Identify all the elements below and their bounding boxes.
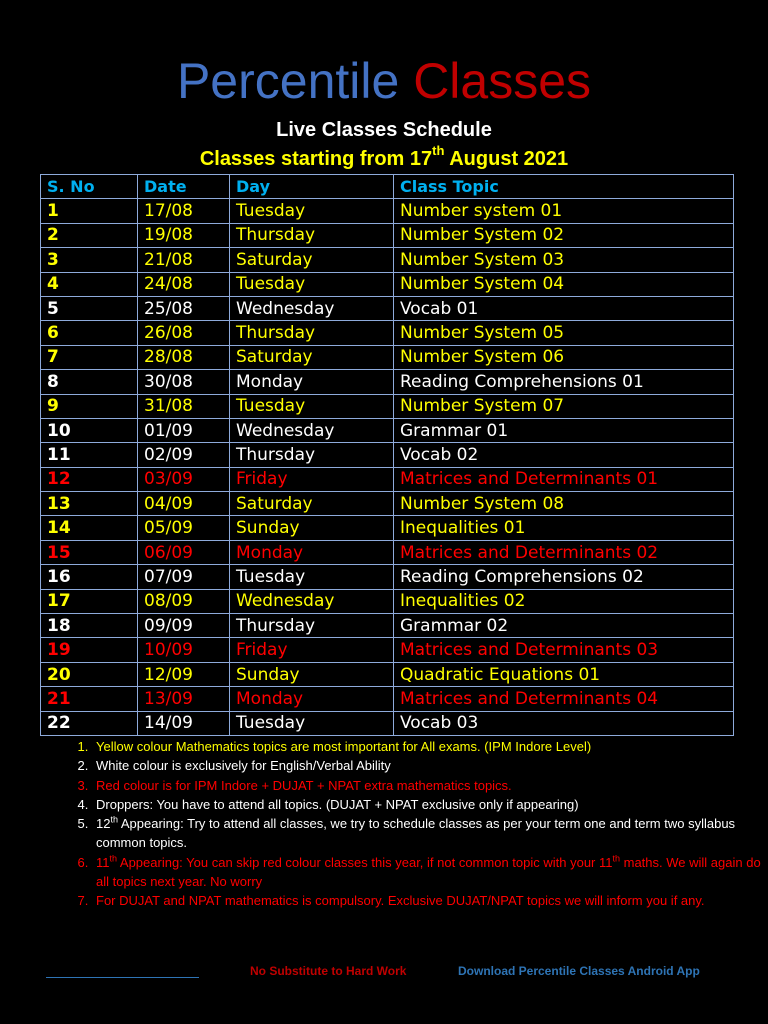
cell-day: Wednesday [230, 296, 394, 320]
table-row [41, 540, 734, 564]
table-header-row [41, 175, 734, 199]
cell-date: 06/09 [138, 540, 230, 564]
cell-topic: Vocab 02 [394, 443, 734, 467]
cell-sno: 22 [41, 711, 138, 735]
cell-sno: 8 [41, 370, 138, 394]
cell-sno: 7 [41, 345, 138, 369]
note-superscript: th [110, 814, 118, 825]
cell-topic: Inequalities 01 [394, 516, 734, 540]
table-row [41, 492, 734, 516]
note-item [92, 756, 762, 775]
table-row [41, 296, 734, 320]
cell-sno: 3 [41, 248, 138, 272]
note-text: Red colour is for IPM Indore + DUJAT + NPAT extra mathematics topics. [96, 777, 512, 793]
cell-topic: Number System 06 [394, 345, 734, 369]
cell-topic: Inequalities 02 [394, 589, 734, 613]
cell-sno: 1 [41, 199, 138, 223]
table-row [41, 370, 734, 394]
cell-date: 24/08 [138, 272, 230, 296]
title-percentile: Percentile [176, 53, 400, 109]
title-classes: Classes [413, 53, 592, 109]
table-row [41, 272, 734, 296]
cell-topic: Reading Comprehensions 01 [394, 370, 734, 394]
cell-topic: Vocab 03 [394, 711, 734, 735]
cell-date: 14/09 [138, 711, 230, 735]
cell-sno: 5 [41, 296, 138, 320]
cell-sno: 11 [41, 443, 138, 467]
cell-day: Tuesday [230, 272, 394, 296]
header-day: Day [230, 175, 394, 199]
cell-topic: Matrices and Determinants 04 [394, 687, 734, 711]
schedule-table [40, 174, 734, 736]
cell-sno: 4 [41, 272, 138, 296]
cell-sno: 18 [41, 614, 138, 638]
table-row [41, 321, 734, 345]
cell-topic: Number System 05 [394, 321, 734, 345]
table-row [41, 662, 734, 686]
table-row [41, 418, 734, 442]
note-item [92, 795, 762, 814]
note-text: Appearing: You can skip red colour classes this year, if not common topic with your 11 [117, 854, 613, 870]
cell-date: 13/09 [138, 687, 230, 711]
cell-day: Thursday [230, 614, 394, 638]
cell-topic: Matrices and Determinants 01 [394, 467, 734, 491]
table-row [41, 443, 734, 467]
table-row [41, 589, 734, 613]
cell-topic: Vocab 01 [394, 296, 734, 320]
header-topic: Class Topic [394, 175, 734, 199]
cell-topic: Number System 03 [394, 248, 734, 272]
cell-sno: 20 [41, 662, 138, 686]
table-row [41, 638, 734, 662]
cell-day: Saturday [230, 345, 394, 369]
cell-date: 04/09 [138, 492, 230, 516]
table-row [41, 614, 734, 638]
note-text: Yellow colour Mathematics topics are most important for All exams. (IPM Indore Level) [96, 739, 592, 754]
cell-date: 02/09 [138, 443, 230, 467]
cell-day: Friday [230, 467, 394, 491]
note-item [92, 853, 762, 892]
cell-sno: 21 [41, 687, 138, 711]
cell-day: Monday [230, 687, 394, 711]
cell-day: Monday [230, 540, 394, 564]
cell-sno: 9 [41, 394, 138, 418]
cell-topic: Matrices and Determinants 02 [394, 540, 734, 564]
cell-date: 01/09 [138, 418, 230, 442]
cell-day: Wednesday [230, 589, 394, 613]
schedule-subtitle: Live Classes Schedule [276, 119, 492, 141]
cell-date: 10/09 [138, 638, 230, 662]
cell-topic: Reading Comprehensions 02 [394, 565, 734, 589]
cell-day: Tuesday [230, 394, 394, 418]
cell-date: 07/09 [138, 565, 230, 589]
start-sup: th [432, 143, 445, 159]
cell-day: Tuesday [230, 565, 394, 589]
cell-sno: 19 [41, 638, 138, 662]
note-superscript: th [109, 853, 118, 864]
cell-day: Friday [230, 638, 394, 662]
cell-date: 21/08 [138, 248, 230, 272]
note-item [92, 776, 762, 795]
cell-day: Wednesday [230, 418, 394, 442]
cell-sno: 10 [41, 418, 138, 442]
cell-day: Thursday [230, 321, 394, 345]
note-text: For DUJAT and NPAT mathematics is compulsory. Exclusive DUJAT/NPAT topics we will inform you if any. [96, 893, 705, 909]
cell-topic: Number System 07 [394, 394, 734, 418]
cell-topic: Number System 04 [394, 272, 734, 296]
cell-topic: Number System 02 [394, 223, 734, 247]
cell-day: Sunday [230, 516, 394, 540]
cell-date: 25/08 [138, 296, 230, 320]
note-text: Droppers: You have to attend all topics. (DUJAT + NPAT exclusive only if appearing) [96, 796, 579, 812]
note-text: Appearing: Try to attend all classes, we try to schedule classes as per your term one and term two syllabus common topics. [96, 816, 736, 851]
start-suffix: August 2021 [444, 148, 569, 170]
cell-day: Thursday [230, 223, 394, 247]
cell-day: Monday [230, 370, 394, 394]
footer-download-link[interactable]: Download Percentile Classes Android App [458, 964, 700, 978]
cell-date: 30/08 [138, 370, 230, 394]
cell-day: Tuesday [230, 199, 394, 223]
note-text: maths. We will again do all topics next year. No worry [96, 854, 761, 890]
table-row [41, 516, 734, 540]
table-row [41, 223, 734, 247]
table-row [41, 248, 734, 272]
cell-sno: 14 [41, 516, 138, 540]
cell-topic: Grammar 01 [394, 418, 734, 442]
cell-date: 28/08 [138, 345, 230, 369]
cell-date: 09/09 [138, 614, 230, 638]
cell-date: 08/09 [138, 589, 230, 613]
cell-date: 26/08 [138, 321, 230, 345]
cell-date: 05/09 [138, 516, 230, 540]
cell-date: 12/09 [138, 662, 230, 686]
cell-date: 17/08 [138, 199, 230, 223]
table-row [41, 345, 734, 369]
cell-sno: 15 [41, 540, 138, 564]
cell-topic: Quadratic Equations 01 [394, 662, 734, 686]
cell-sno: 16 [41, 565, 138, 589]
cell-topic: Number System 08 [394, 492, 734, 516]
notes-list [58, 737, 762, 911]
cell-date: 31/08 [138, 394, 230, 418]
table-row [41, 394, 734, 418]
cell-topic: Number system 01 [394, 199, 734, 223]
header-sno: S. No [41, 175, 138, 199]
cell-sno: 2 [41, 223, 138, 247]
start-date-line [0, 143, 768, 172]
cell-topic: Matrices and Determinants 03 [394, 638, 734, 662]
table-row [41, 687, 734, 711]
page-title [0, 50, 768, 112]
table-row [41, 199, 734, 223]
footer-rule [46, 977, 199, 978]
cell-sno: 12 [41, 467, 138, 491]
note-item [92, 737, 762, 756]
cell-day: Saturday [230, 492, 394, 516]
cell-day: Thursday [230, 443, 394, 467]
cell-topic: Grammar 02 [394, 614, 734, 638]
cell-date: 19/08 [138, 223, 230, 247]
note-superscript: th [612, 853, 621, 864]
cell-day: Sunday [230, 662, 394, 686]
cell-sno: 6 [41, 321, 138, 345]
table-row [41, 467, 734, 491]
note-text: 11 [96, 854, 110, 870]
cell-day: Tuesday [230, 711, 394, 735]
cell-sno: 13 [41, 492, 138, 516]
note-text: White colour is exclusively for English/Verbal Ability [96, 758, 391, 774]
table-row [41, 711, 734, 735]
header-date: Date [138, 175, 230, 199]
note-item [92, 814, 762, 853]
cell-date: 03/09 [138, 467, 230, 491]
note-item [92, 891, 762, 910]
note-text: 12 [96, 816, 111, 832]
schedule-body [41, 199, 734, 736]
cell-sno: 17 [41, 589, 138, 613]
cell-day: Saturday [230, 248, 394, 272]
start-prefix: Classes starting from 17 [199, 148, 433, 170]
table-row [41, 565, 734, 589]
footer-motto: No Substitute to Hard Work [250, 964, 407, 978]
